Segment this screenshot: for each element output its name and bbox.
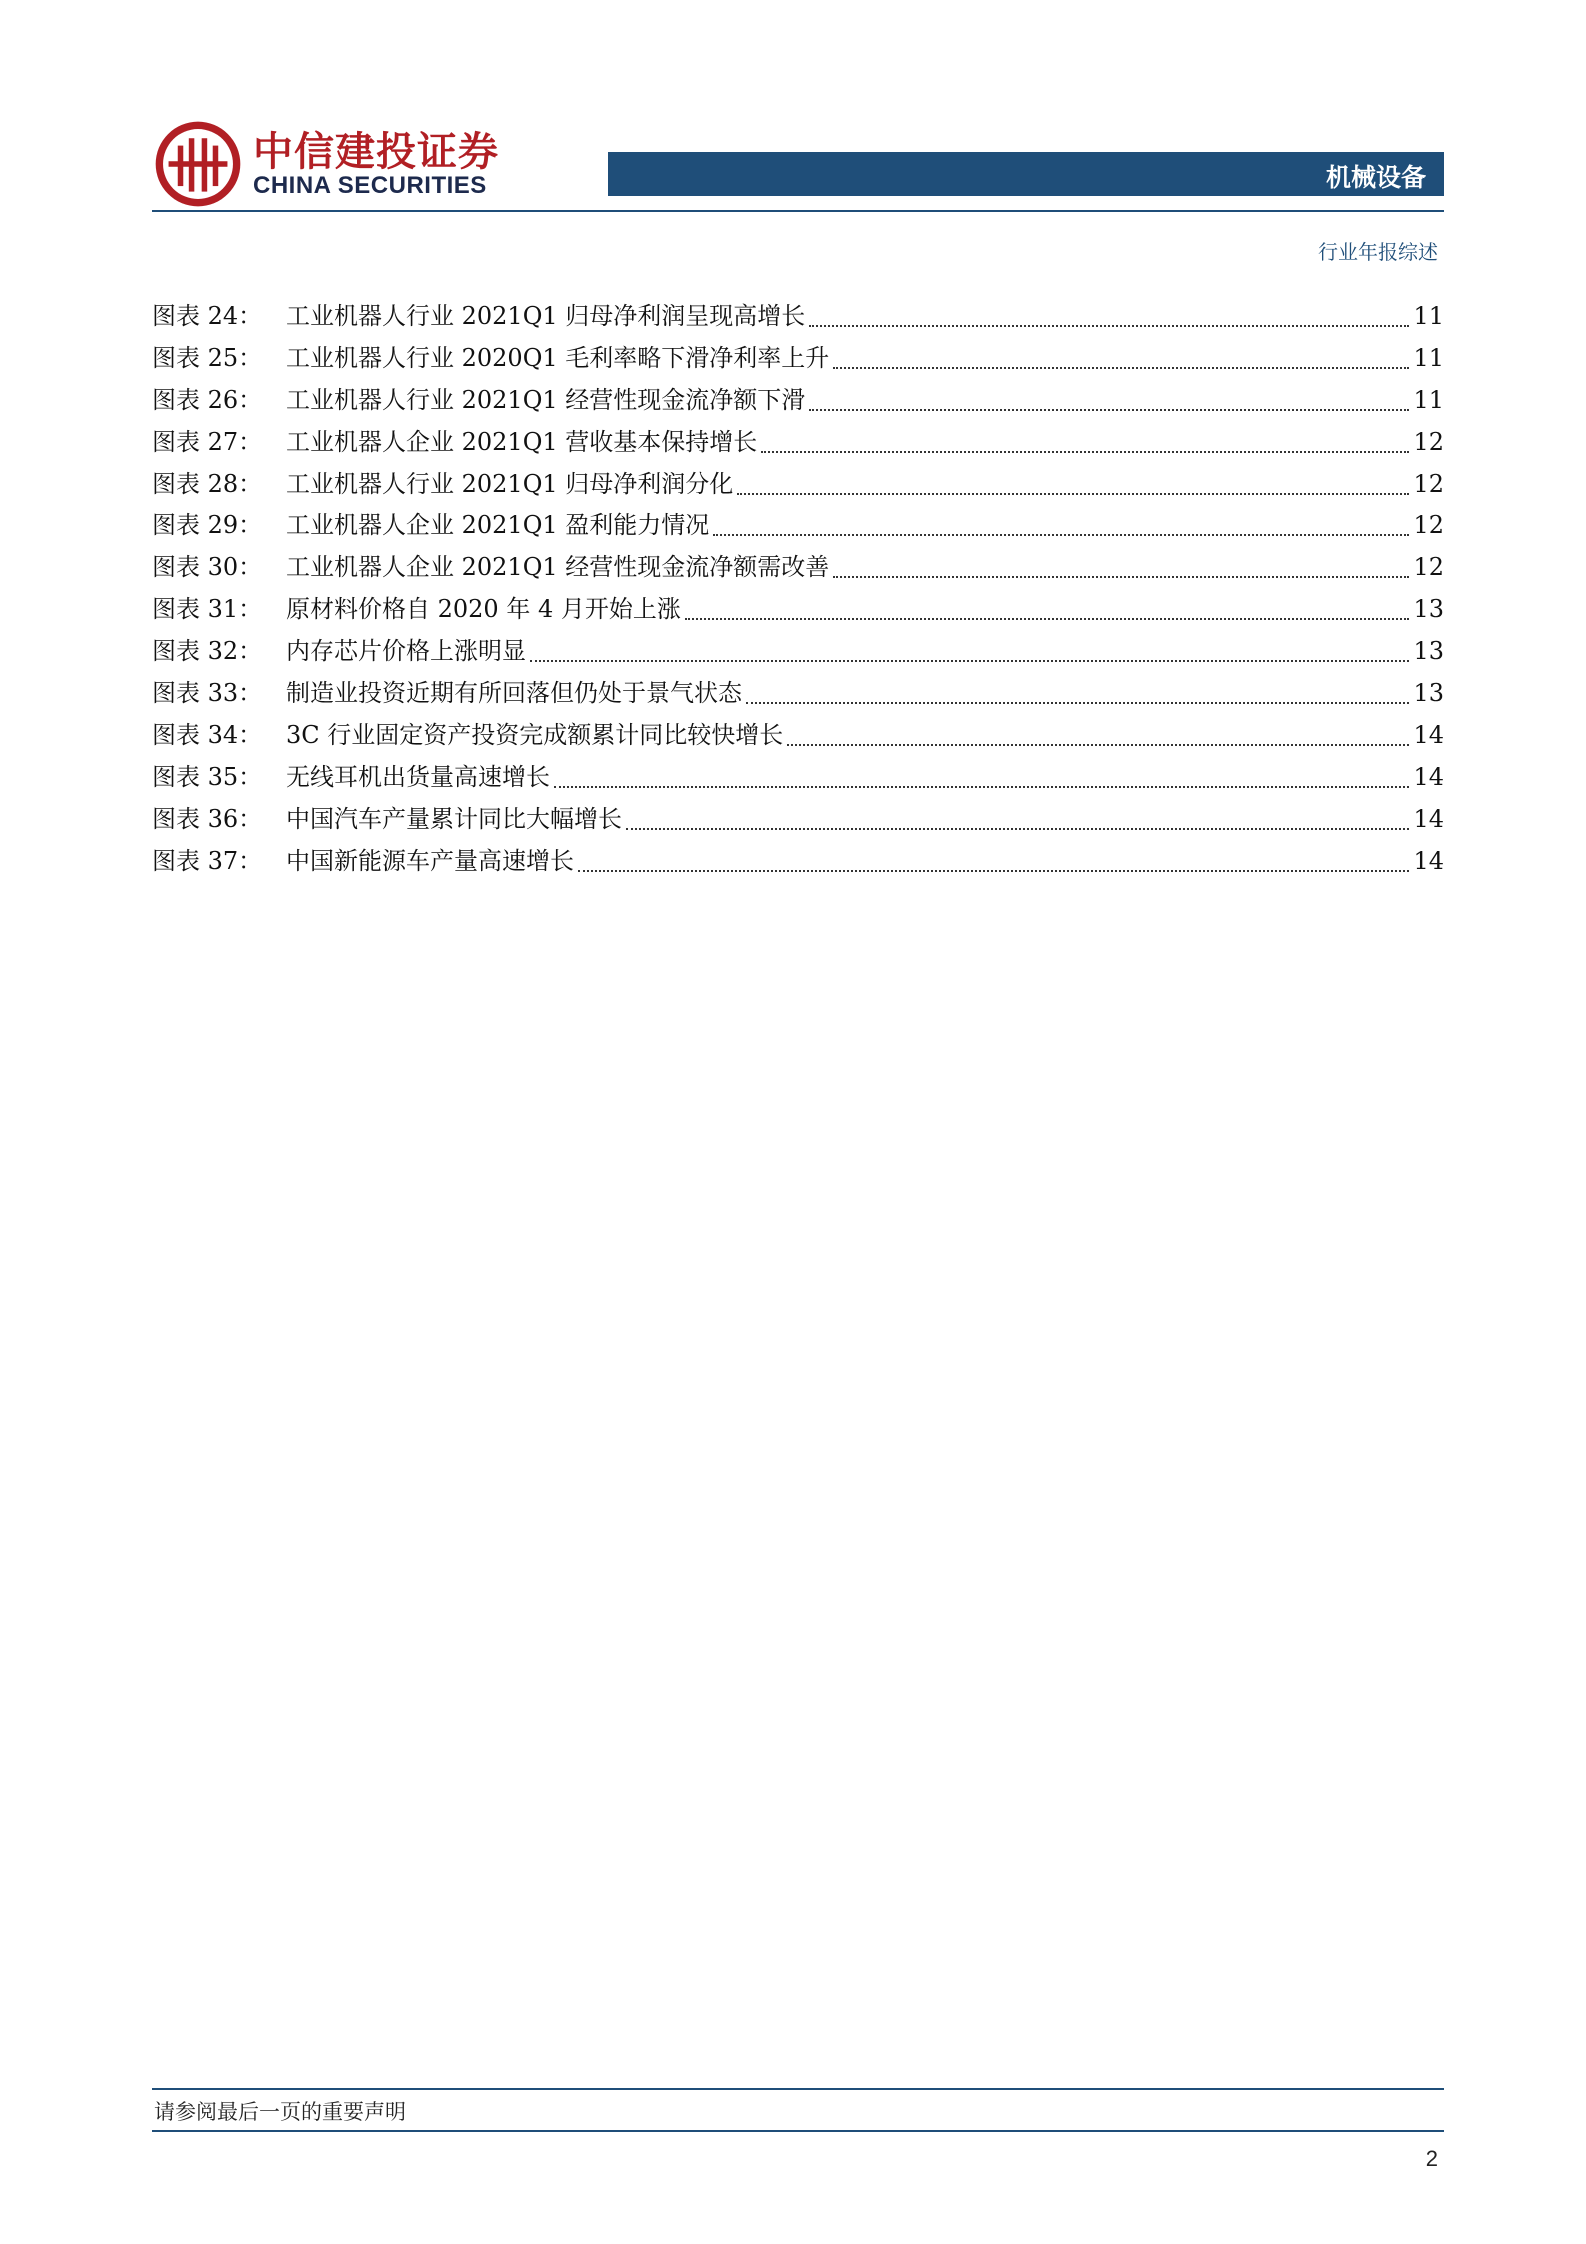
toc-entry-title[interactable]: 3C 行业固定资产投资完成额累计同比较快增长 [286, 720, 784, 749]
toc-entry-page[interactable]: 13 [1413, 595, 1444, 624]
toc-entry-label: 图表 32： [152, 637, 263, 666]
toc-entry-title[interactable]: 内存芯片价格上涨明显 [286, 637, 526, 666]
header-divider [152, 210, 1444, 212]
toc-entry[interactable] [152, 380, 1444, 422]
toc-dot-leader [787, 744, 1409, 746]
industry-label: 机械设备 [1325, 163, 1426, 192]
toc-entry-page[interactable]: 12 [1413, 511, 1444, 540]
china-securities-logo-icon [152, 118, 244, 210]
toc-dot-leader [761, 451, 1409, 453]
toc-entry-page[interactable]: 12 [1413, 427, 1444, 456]
toc-entry-label: 图表 36： [152, 804, 263, 833]
toc-entry-label: 图表 33： [152, 679, 263, 708]
footer-divider-bottom [152, 2130, 1444, 2132]
toc-dot-leader [737, 493, 1409, 495]
toc-entry[interactable] [152, 589, 1444, 631]
toc-entry[interactable] [152, 422, 1444, 464]
toc-entry-page[interactable]: 14 [1413, 804, 1444, 833]
toc-entry-title[interactable]: 工业机器人行业 2021Q1 归母净利润分化 [286, 469, 734, 498]
toc-entry-title[interactable]: 原材料价格自 2020 年 4 月开始上涨 [286, 595, 681, 624]
toc-entry[interactable] [152, 505, 1444, 547]
toc-entry-title[interactable]: 工业机器人企业 2021Q1 营收基本保持增长 [286, 427, 758, 456]
toc-entry[interactable] [152, 631, 1444, 673]
toc-entry[interactable] [152, 547, 1444, 589]
brand-name-cn: 中信建投证券 [253, 129, 499, 175]
table-of-figures [152, 296, 1444, 882]
toc-entry-page[interactable]: 11 [1413, 385, 1444, 414]
toc-entry-title[interactable]: 无线耳机出货量高速增长 [286, 762, 550, 791]
toc-entry-page[interactable]: 14 [1413, 762, 1444, 791]
toc-entry-title[interactable]: 制造业投资近期有所回落但仍处于景气状态 [286, 679, 742, 708]
toc-entry-label: 图表 29： [152, 511, 263, 540]
industry-banner [608, 152, 1444, 196]
toc-dot-leader [809, 325, 1409, 327]
toc-entry-title[interactable]: 中国汽车产量累计同比大幅增长 [286, 804, 622, 833]
toc-entry-label: 图表 28： [152, 469, 263, 498]
toc-entry-title[interactable]: 工业机器人行业 2020Q1 毛利率略下滑净利率上升 [286, 343, 830, 372]
toc-entry-page[interactable]: 11 [1413, 302, 1444, 330]
toc-entry[interactable] [152, 715, 1444, 757]
toc-entry-title[interactable]: 工业机器人行业 2021Q1 经营性现金流净额下滑 [286, 385, 806, 414]
toc-entry-title[interactable]: 工业机器人企业 2021Q1 经营性现金流净额需改善 [286, 553, 830, 582]
toc-entry-label: 图表 26： [152, 385, 263, 414]
toc-dot-leader [554, 786, 1409, 788]
toc-entry-page[interactable]: 14 [1413, 846, 1444, 875]
page-header [0, 0, 1586, 270]
toc-entry-page[interactable]: 12 [1413, 553, 1444, 582]
toc-entry[interactable] [152, 841, 1444, 883]
toc-entry-label: 图表 30： [152, 553, 263, 582]
toc-entry-label: 图表 25： [152, 343, 263, 372]
toc-dot-leader [746, 702, 1409, 704]
disclaimer-note: 请参阅最后一页的重要声明 [154, 2100, 406, 2124]
toc-entry-label: 图表 37： [152, 846, 263, 875]
toc-entry[interactable] [152, 799, 1444, 841]
toc-dot-leader [685, 618, 1410, 620]
toc-entry-page[interactable]: 11 [1413, 343, 1444, 372]
report-type: 行业年报综述 [1318, 240, 1438, 264]
toc-entry-page[interactable]: 14 [1413, 720, 1444, 749]
toc-entry-page[interactable]: 13 [1413, 637, 1444, 666]
toc-entry-label: 图表 31： [152, 595, 263, 624]
page-number: 2 [1425, 2146, 1438, 2171]
toc-entry-page[interactable]: 13 [1413, 679, 1444, 708]
toc-dot-leader [713, 534, 1409, 536]
toc-entry[interactable] [152, 464, 1444, 506]
brand-name-en: CHINA SECURITIES [253, 172, 487, 199]
toc-entry-title[interactable]: 工业机器人企业 2021Q1 盈利能力情况 [286, 511, 710, 540]
toc-dot-leader [530, 660, 1409, 662]
toc-entry-label: 图表 27： [152, 427, 263, 456]
toc-entry[interactable] [152, 296, 1444, 338]
toc-dot-leader [833, 576, 1409, 578]
footer-divider-top [152, 2088, 1444, 2090]
toc-entry-title[interactable]: 工业机器人行业 2021Q1 归母净利润呈现高增长 [286, 302, 806, 330]
toc-dot-leader [833, 367, 1409, 369]
toc-entry-label: 图表 35： [152, 762, 263, 791]
toc-entry-label: 图表 34： [152, 720, 263, 749]
toc-entry[interactable] [152, 757, 1444, 799]
toc-entry-title[interactable]: 中国新能源车产量高速增长 [286, 846, 574, 875]
toc-entry[interactable] [152, 338, 1444, 380]
toc-dot-leader [809, 409, 1409, 411]
toc-entry-label: 图表 24： [152, 302, 263, 330]
toc-entry-page[interactable]: 12 [1413, 469, 1444, 498]
toc-dot-leader [578, 870, 1409, 872]
toc-dot-leader [626, 828, 1409, 830]
toc-entry[interactable] [152, 673, 1444, 715]
